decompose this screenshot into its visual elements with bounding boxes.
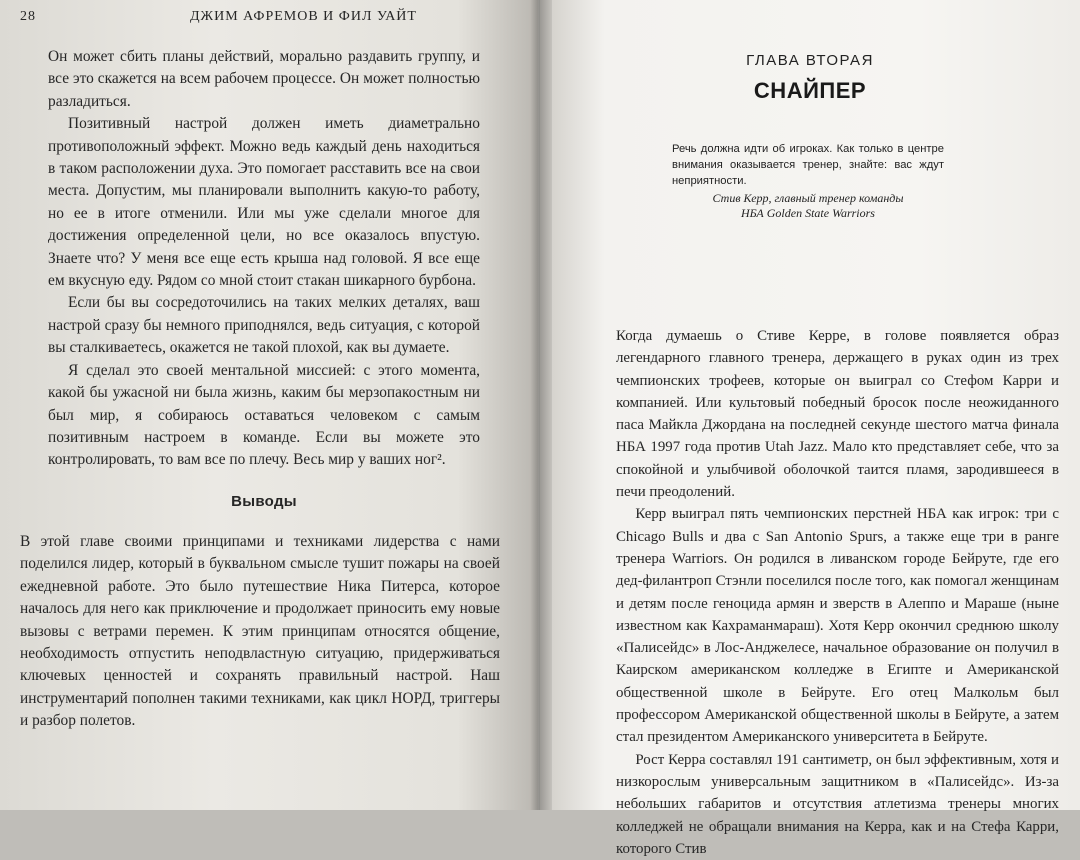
attribution-line: НБА Golden State Warriors — [741, 206, 875, 220]
paragraph: В этой главе своими принципами и техниками лидерства с нами поделился лидер, который в буквальном смысле тушит пожары на своей ежедневной работе. Это было путешествие Ника Питерса, которое началось для него как приключение и продолжает приносить ему новые вызовы с ветрами перемен. К этим принципам относятся общение, необходимость отпустить неподвластную ситуацию, придерживаться ключевых ценностей и сохранять правильный настрой. Наш инструментарий пополнен такими техниками, как цикл НОРД, триггеры и разбор полетов. — [20, 533, 500, 730]
right-body-text — [616, 325, 1059, 860]
summary-text — [20, 531, 500, 733]
epigraph-quote: Речь должна идти об игроках. Как только в центре внимания оказывается тренер, знайте: вас ждут неприятности. — [672, 143, 944, 187]
paragraph: Я сделал это своей ментальной миссией: с этого момента, какой бы ужасной ни была жизнь, каким бы мерзопакостным ни был мир, я собираюсь оставаться человеком с самым позитивным настроем в команде. Если вы можете это контролировать, то вам все по плечу. Весь мир у ваших ног². — [48, 361, 480, 469]
left-page — [0, 0, 538, 810]
attribution-line: Стив Керр, главный тренер команды — [712, 191, 904, 205]
paragraph: Позитивный настрой должен иметь диаметрально противоположный эффект. Можно ведь каждый день находиться в таком расположении духа. Это помогает расставить все на свои места. Допустим, мы планировали выполнить какую-то работу, но ее в итоге отменили. Или мы уже сделали многое для достижения определенной цели, но все оказалось впустую. Знаете что? У меня все еще есть крыша над головой. Я все еще ем вкусную еду. Рядом со мной стоит стакан шикарного бурбона. — [48, 115, 480, 290]
left-body-text — [48, 46, 480, 472]
paragraph: Рост Керра составлял 191 сантиметр, он был эффективным, хотя и низкорослым универсальным защитником в «Палисейдс». Из-за небольших габаритов и отсутствия атлетизма тренеры многих колледжей не обращали внимания на Керра, как и на Стефа Карри, которого Стив — [616, 751, 1059, 857]
section-heading: Выводы — [231, 493, 297, 510]
page-number: 28 — [20, 9, 36, 24]
paragraph: Керр выиграл пять чемпионских перстней НБА как игрок: три с Chicago Bulls и два с San Antonio Spurs, а также еще три в ранге тренера Warriors. Он родился в ливанском городе Бейруте, где его дед-филантроп Стэнли поселился после того, как помогал женщинам и детям после геноцида армян и зверств в Алеппо и Мараше (ныне известном как Кахраманмараш). Хотя Керр окончил среднюю школу «Палисейдс» в Лос-Анджелесе, начальное образование он получил в Каирском американском колледже в Египте и Американской общественной школе в Бейруте. Его отец Малкольм был профессором Американской общественной школы в Бейруте, а затем стал президентом Американского университета в Бейруте. — [616, 506, 1059, 746]
paragraph: Если бы вы сосредоточились на таких мелких деталях, ваш настрой сразу бы немного приподнялся, ведь ситуация, с которой вы сталкиваетесь, окажется не такой плохой, как вы думаете. — [48, 294, 480, 357]
chapter-title: СНАЙПЕР — [753, 78, 867, 103]
epigraph-attribution — [672, 191, 944, 221]
paragraph: Он может сбить планы действий, морально раздавить группу, и все это скажется на всем рабочем процессе. Он может полностью разладиться. — [48, 48, 480, 110]
paragraph: Когда думаешь о Стиве Керре, в голове появляется образ легендарного главного тренера, держащего в руках один из трех чемпионских трофеев, которые он выиграл со Стефом Карри и компанией. Или культовый победный бросок после неожиданного паса Майкла Джордана на последней секунде шестого матча финала НБА 1997 года против Utah Jazz. Мало кто представляет себе, что за спокойной и улыбчивой оболочкой таится пламя, зародившееся в печи преодолений. — [616, 328, 1059, 501]
running-head-title: ДЖИМ АФРЕМОВ И ФИЛ УАЙТ — [190, 9, 417, 24]
chapter-label: ГЛАВА ВТОРАЯ — [746, 52, 874, 69]
right-page — [540, 0, 1080, 857]
epigraph — [672, 141, 944, 221]
